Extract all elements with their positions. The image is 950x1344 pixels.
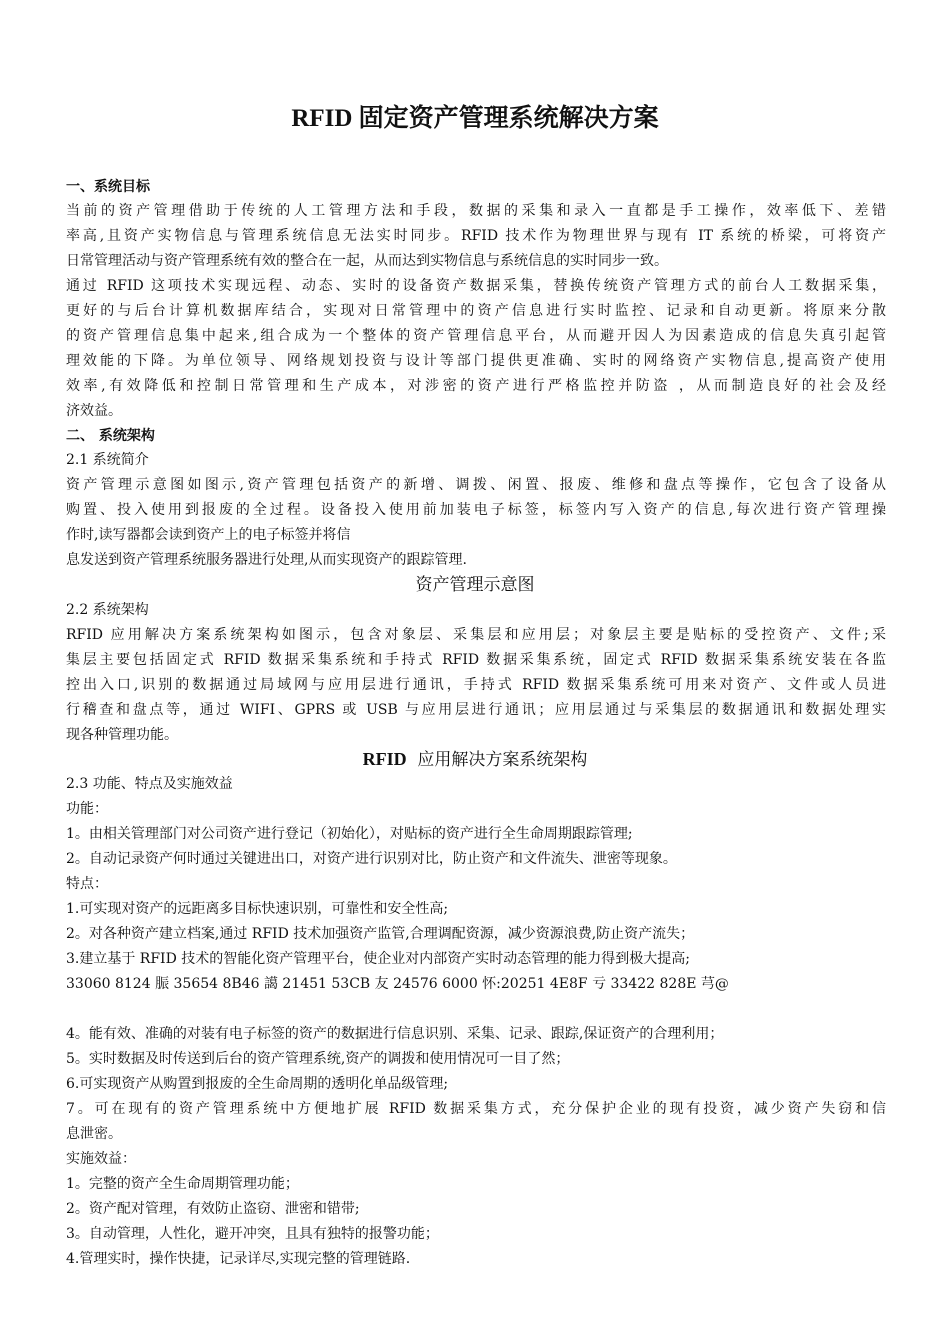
caption-text-part: 应用解决方案系统架构 [406,750,588,770]
paragraph-line: 息发送到资产管理系统服务器进行处理,从而实现资产的跟踪管理. [66,552,467,568]
figure-caption-system-architecture [0,747,950,772]
paragraph-line: 购置、投入使用到报废的全过程。设备投入使用前加装电子标签，标签内写入资产的信息,每次进行资产管理操 [66,502,886,518]
paragraph-line: 资产管理示意图如图示,资产管理包括资产的新增、调拨、闲置、报废、维修和盘点等操作，它包含了设备从 [66,477,886,493]
list-item: 2。对各种资产建立档案,通过 RFID 技术加强资产监管,合理调配资源，减少资源浪费,防止资产流失； [66,926,695,942]
paragraph-line: 作时,读写器都会读到资产上的电子标签并将信 [66,527,351,543]
paragraph-line: 当前的资产管理借助于传统的人工管理方法和手段，数据的采集和录入一直都是手工操作，效率低下、差错 [66,203,886,219]
functions-heading: 功能： [66,801,108,817]
paragraph-line: 行稽查和盘点等，通过 WIFI、GPRS 或 USB 与应用层进行通讯；应用层通过与采集层的数据通讯和数据处理实 [66,702,886,718]
document-title: RFID 固定资产管理系统解决方案 [291,105,659,132]
subsection-2-1-heading: 2.1 系统简介 [66,452,149,468]
list-item: 1。完整的资产全生命周期管理功能； [66,1176,299,1192]
subsection-2-2-heading: 2.2 系统架构 [66,602,149,618]
list-item: 6.可实现资产从购置到报废的全生命周期的透明化单品级管理; [66,1076,449,1092]
list-item: 33060 8124 脤 35654 8B46 譪 21451 53CB 友 24576 6000 怀:20251 4E8F 亏 33422 828E 芎@ [66,976,729,992]
list-item: 1.可实现对资产的远距离多目标快速识别，可靠性和安全性高; [66,901,449,917]
paragraph-line: 的资产管理信息集中起来,组合成为一个整体的资产管理信息平台，从而避开因人为因素造成的信息失真引起管 [66,328,886,344]
paragraph-line: 理效能的下降。为单位领导、网络规划投资与设计等部门提供更准确、实时的网络资产实物信息,提高资产使用 [66,353,886,369]
paragraph-line: 日常管理活动与资产管理系统有效的整合在一起，从而达到实物信息与系统信息的实时同步一致。 [66,253,668,269]
list-item: 5。实时数据及时传送到后台的资产管理系统,资产的调拨和使用情况可一目了然； [66,1051,570,1067]
paragraph-line: 率高,且资产实物信息与管理系统信息无法实时同步。RFID 技术作为物理世界与现有 IT 系统的桥梁，可将资产 [66,228,886,244]
paragraph-line: 现各种管理功能。 [66,727,178,743]
benefits-heading: 实施效益： [66,1151,136,1167]
list-item: 2。资产配对管理，有效防止盗窃、泄密和错带; [66,1201,360,1217]
features-heading: 特点： [66,876,108,892]
paragraph-line: 效率,有效降低和控制日常管理和生产成本，对涉密的资产进行严格监控并防盗 ，从而制造良好的社会及经 [66,378,886,394]
paragraph-line: 济效益。 [66,403,122,419]
section-2-heading: 二、 系统架构 [66,428,155,444]
list-item: 4.管理实时，操作快捷，记录详尽,实现完整的管理链路. [66,1251,411,1267]
paragraph-line: 控出入口,识别的数据通过局域网与应用层进行通讯，手持式 RFID 数据采集系统可用来对资产、文件或人员进 [66,677,886,693]
subsection-2-3-heading: 2.3 功能、特点及实施效益 [66,776,233,792]
list-item: 2。自动记录资产何时通过关键进出口，对资产进行识别对比，防止资产和文件流失、泄密等现象。 [66,851,677,867]
list-item: 息泄密。 [66,1126,122,1142]
list-item: 3。自动管理，人性化，避开冲突，且具有独特的报警功能； [66,1226,439,1242]
list-item: 3.建立基于 RFID 技术的智能化资产管理平台，使企业对内部资产实时动态管理的能力得到极大提高; [66,951,690,967]
section-1-heading: 一、系统目标 [66,179,150,195]
paragraph-line: 集层主要包括固定式 RFID 数据采集系统和手持式 RFID 数据采集系统，固定式 RFID 数据采集系统安装在各监 [66,652,886,668]
list-item: 7。可在现有的资产管理系统中方便地扩展 RFID 数据采集方式，充分保护企业的现有投资，减少资产失窃和信 [66,1101,886,1117]
list-item: 1。由相关管理部门对公司资产进行登记（初始化），对贴标的资产进行全生命周期跟踪管理; [66,826,633,842]
paragraph-line: RFID 应用解决方案系统架构如图示，包含对象层、采集层和应用层；对象层主要是贴标的受控资产、文件;采 [66,627,886,643]
paragraph-line: 更好的与后台计算机数据库结合，实现对日常管理中的资产信息进行实时监控、记录和自动更新。将原来分散 [66,303,886,319]
caption-bold-part: RFID [362,749,407,769]
list-item: 4。能有效、准确的对装有电子标签的资产的数据进行信息识别、采集、记录、跟踪,保证资产的合理利用； [66,1026,724,1042]
figure-caption-asset-management: 资产管理示意图 [415,575,535,595]
paragraph-line: 通过 RFID 这项技术实现远程、动态、实时的设备资产数据采集，替换传统资产管理方式的前台人工数据采集， [66,278,886,294]
